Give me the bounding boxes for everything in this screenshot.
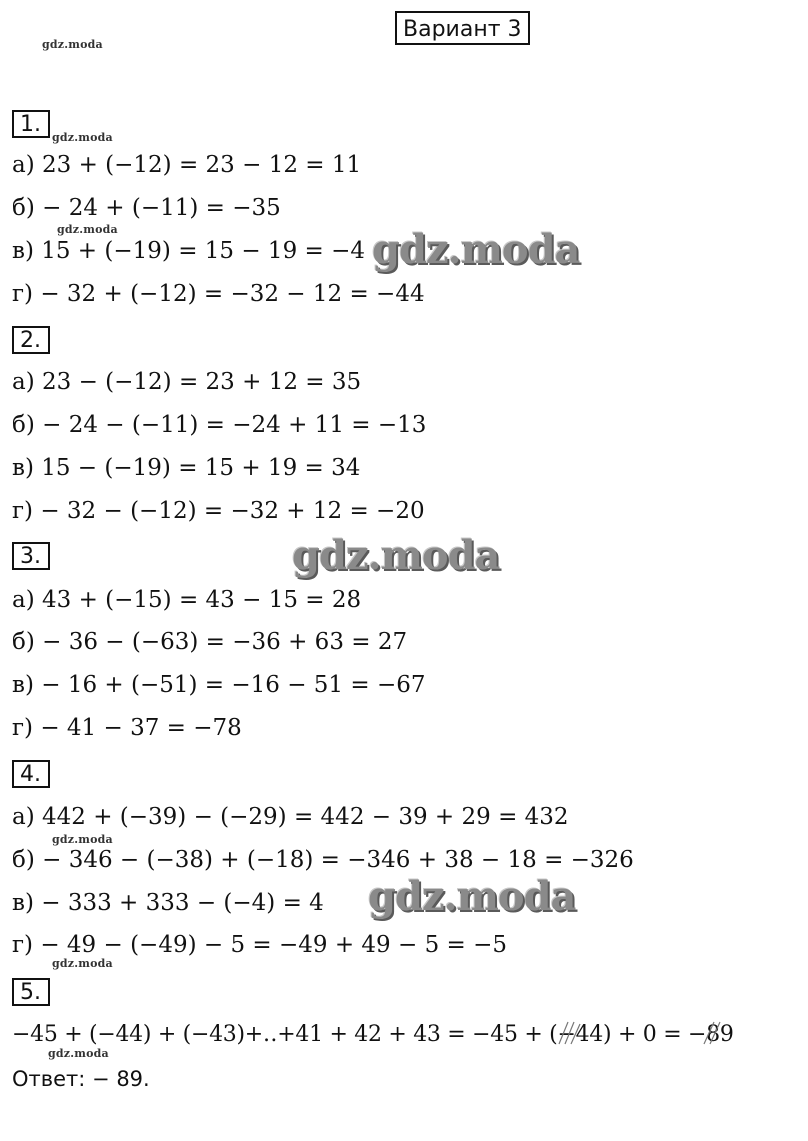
task-3-line-g: г) − 41 − 37 = −78 — [12, 715, 242, 741]
task-2-line-b: б) − 24 − (−11) = −24 + 11 = −13 — [12, 412, 427, 438]
task-2-line-a: а) 23 − (−12) = 23 + 12 = 35 — [12, 369, 362, 395]
watermark-small: gdz.moda — [42, 38, 103, 51]
task-1-line-v: в) 15 + (−19) = 15 − 19 = −4 — [12, 238, 365, 264]
scribble-mark — [556, 1020, 586, 1046]
task-number-2: 2. — [12, 326, 50, 354]
watermark-small: gdz.moda — [52, 957, 113, 970]
task-4-line-v: в) − 333 + 333 − (−4) = 4 — [12, 890, 324, 916]
task-4-line-b: б) − 346 − (−38) + (−18) = −346 + 38 − 18 = −326 — [12, 847, 634, 873]
watermark-small: gdz.moda — [52, 131, 113, 144]
task-3-line-v: в) − 16 + (−51) = −16 − 51 = −67 — [12, 672, 426, 698]
watermark-small: gdz.moda — [52, 833, 113, 846]
watermark-large: gdz.moda — [292, 532, 500, 579]
task-2-line-g: г) − 32 − (−12) = −32 + 12 = −20 — [12, 498, 425, 524]
watermark-small: gdz.moda — [48, 1047, 109, 1060]
watermark-small: gdz.moda — [57, 223, 118, 236]
watermark-large: gdz.moda — [372, 226, 580, 273]
scribble-mark — [700, 1020, 730, 1046]
task-2-line-v: в) 15 − (−19) = 15 + 19 = 34 — [12, 455, 361, 481]
task-number-4: 4. — [12, 760, 50, 788]
watermark-large: gdz.moda — [368, 873, 576, 920]
task-3-line-b: б) − 36 − (−63) = −36 + 63 = 27 — [12, 629, 408, 655]
task-5-answer: Ответ: − 89. — [12, 1067, 150, 1091]
task-1-line-b: б) − 24 + (−11) = −35 — [12, 195, 281, 221]
task-number-1: 1. — [12, 110, 50, 138]
task-1-line-a: а) 23 + (−12) = 23 − 12 = 11 — [12, 152, 362, 178]
task-4-line-g: г) − 49 − (−49) − 5 = −49 + 49 − 5 = −5 — [12, 932, 508, 958]
task-4-line-a: а) 442 + (−39) − (−29) = 442 − 39 + 29 = 432 — [12, 804, 569, 830]
task-number-5: 5. — [12, 978, 50, 1006]
task-number-3: 3. — [12, 542, 50, 570]
task-5-expression: −45 + (−44) + (−43)+‥+41 + 42 + 43 = −45 + (−44) + 0 = −89 — [12, 1022, 734, 1047]
task-3-line-a: а) 43 + (−15) = 43 − 15 = 28 — [12, 587, 362, 613]
page-title: Вариант 3 — [395, 11, 530, 45]
task-1-line-g: г) − 32 + (−12) = −32 − 12 = −44 — [12, 281, 425, 307]
